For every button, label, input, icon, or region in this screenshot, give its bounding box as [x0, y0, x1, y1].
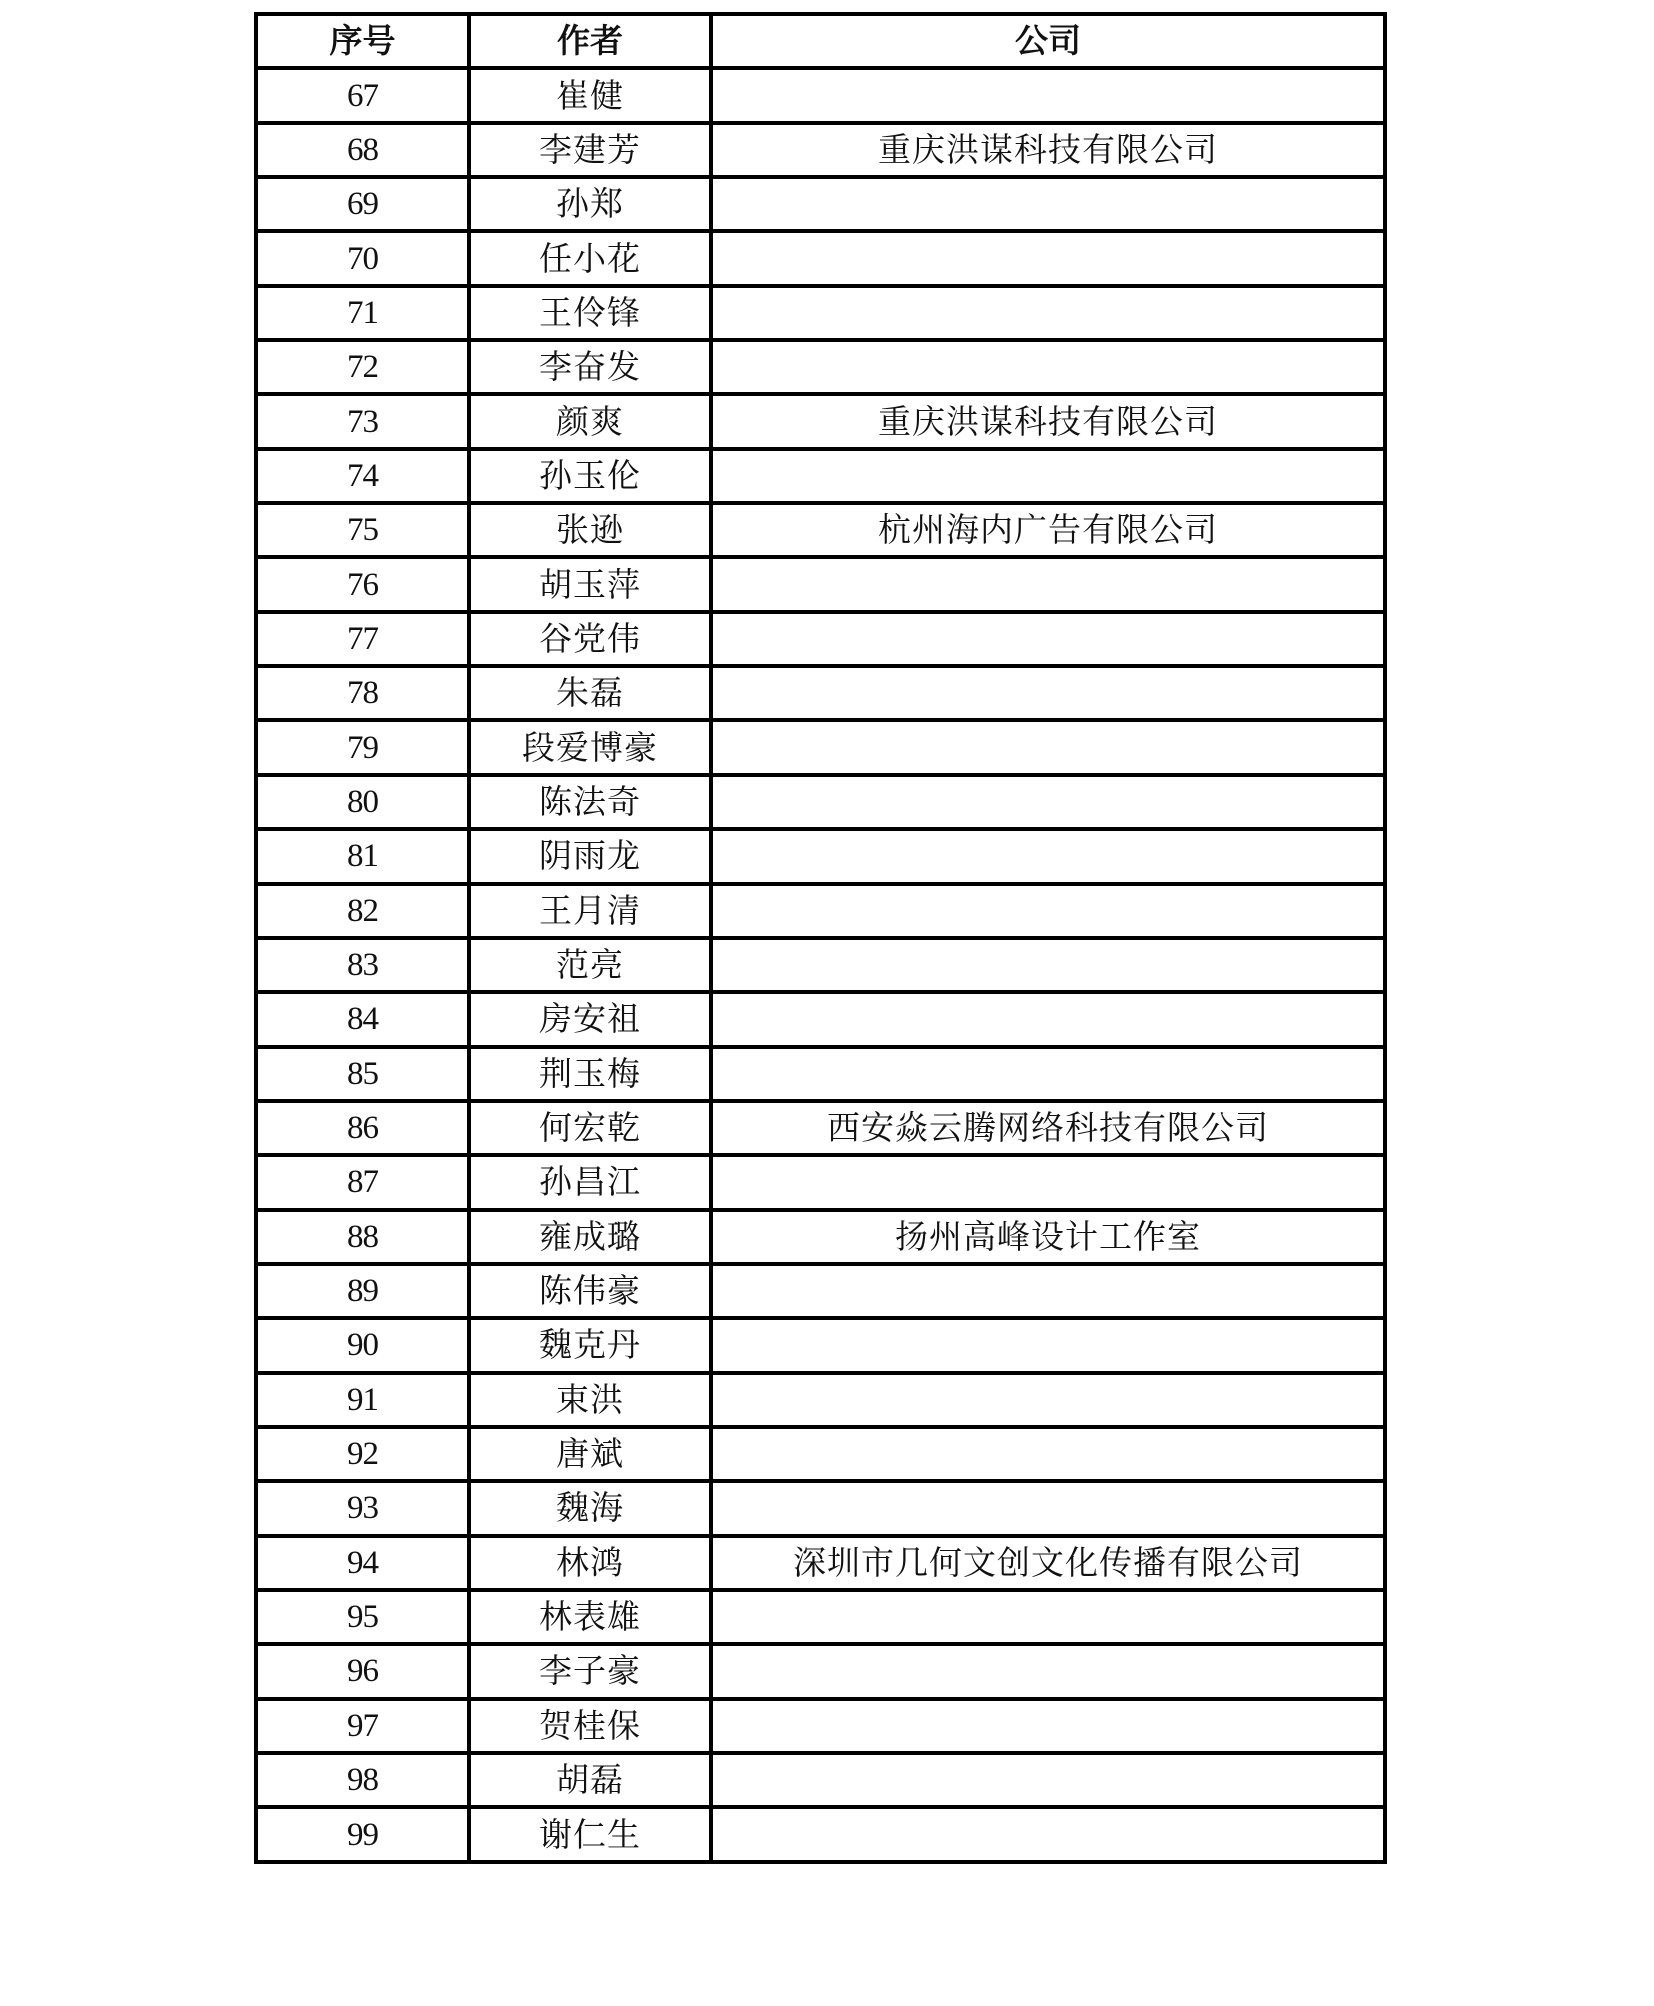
company-name-cell: [711, 231, 1385, 285]
row-index-cell: 70: [256, 231, 469, 285]
row-index-cell: 84: [256, 992, 469, 1046]
author-name-cell: 颜爽: [469, 394, 711, 448]
author-name-cell: 王月清: [469, 884, 711, 938]
author-name-cell: 孙郑: [469, 177, 711, 231]
header-index: 序号: [256, 14, 469, 68]
row-index-cell: 99: [256, 1807, 469, 1861]
author-name-cell: 李子豪: [469, 1644, 711, 1698]
row-index-cell: 79: [256, 720, 469, 774]
row-index-cell: 93: [256, 1481, 469, 1535]
table-row: [256, 1644, 1385, 1698]
table-row: [256, 992, 1385, 1046]
row-index-cell: 86: [256, 1101, 469, 1155]
row-index-cell: 77: [256, 612, 469, 666]
author-name-cell: 任小花: [469, 231, 711, 285]
table-row: [256, 286, 1385, 340]
author-name-cell: 雍成璐: [469, 1210, 711, 1264]
company-name-cell: [711, 1427, 1385, 1481]
table-row: [256, 503, 1385, 557]
author-name-cell: 贺桂保: [469, 1699, 711, 1753]
company-name-cell: [711, 1644, 1385, 1698]
company-name-cell: [711, 1590, 1385, 1644]
table-row: [256, 394, 1385, 448]
table-row: [256, 1318, 1385, 1372]
company-name-cell: [711, 1318, 1385, 1372]
company-name-cell: [711, 666, 1385, 720]
table-row: [256, 1373, 1385, 1427]
row-index-cell: 78: [256, 666, 469, 720]
author-name-cell: 荆玉梅: [469, 1047, 711, 1101]
header-row: [256, 14, 1385, 68]
company-name-cell: [711, 286, 1385, 340]
table-row: [256, 938, 1385, 992]
author-name-cell: 陈伟豪: [469, 1264, 711, 1318]
author-name-cell: 束洪: [469, 1373, 711, 1427]
company-name-cell: [711, 1807, 1385, 1861]
company-name-cell: [711, 938, 1385, 992]
company-name-cell: 杭州海内广告有限公司: [711, 503, 1385, 557]
author-name-cell: 谢仁生: [469, 1807, 711, 1861]
row-index-cell: 75: [256, 503, 469, 557]
table-row: [256, 449, 1385, 503]
table-row: [256, 1427, 1385, 1481]
table-row: [256, 1047, 1385, 1101]
row-index-cell: 68: [256, 123, 469, 177]
author-name-cell: 孙玉伦: [469, 449, 711, 503]
row-index-cell: 97: [256, 1699, 469, 1753]
row-index-cell: 81: [256, 829, 469, 883]
company-name-cell: [711, 449, 1385, 503]
author-name-cell: 崔健: [469, 68, 711, 122]
row-index-cell: 88: [256, 1210, 469, 1264]
table-row: [256, 68, 1385, 122]
row-index-cell: 98: [256, 1753, 469, 1807]
company-name-cell: 西安焱云腾网络科技有限公司: [711, 1101, 1385, 1155]
table-row: [256, 829, 1385, 883]
table-header: [256, 14, 1385, 68]
table-row: [256, 884, 1385, 938]
author-name-cell: 房安祖: [469, 992, 711, 1046]
table-row: [256, 340, 1385, 394]
row-index-cell: 89: [256, 1264, 469, 1318]
company-name-cell: [711, 177, 1385, 231]
row-index-cell: 92: [256, 1427, 469, 1481]
row-index-cell: 69: [256, 177, 469, 231]
author-name-cell: 胡磊: [469, 1753, 711, 1807]
row-index-cell: 96: [256, 1644, 469, 1698]
table-row: [256, 1481, 1385, 1535]
table-row: [256, 123, 1385, 177]
header-company: 公司: [711, 14, 1385, 68]
author-name-cell: 段爱博豪: [469, 720, 711, 774]
table-row: [256, 231, 1385, 285]
author-name-cell: 林鸿: [469, 1536, 711, 1590]
company-name-cell: [711, 1753, 1385, 1807]
author-name-cell: 陈法奇: [469, 775, 711, 829]
row-index-cell: 82: [256, 884, 469, 938]
company-name-cell: [711, 1481, 1385, 1535]
row-index-cell: 83: [256, 938, 469, 992]
table-row: [256, 1210, 1385, 1264]
header-author: 作者: [469, 14, 711, 68]
row-index-cell: 72: [256, 340, 469, 394]
company-name-cell: [711, 68, 1385, 122]
table-row: [256, 1155, 1385, 1209]
table-row: [256, 666, 1385, 720]
table-row: [256, 1590, 1385, 1644]
author-name-cell: 何宏乾: [469, 1101, 711, 1155]
author-name-cell: 唐斌: [469, 1427, 711, 1481]
company-name-cell: [711, 775, 1385, 829]
author-name-cell: 李奋发: [469, 340, 711, 394]
company-name-cell: [711, 992, 1385, 1046]
row-index-cell: 85: [256, 1047, 469, 1101]
company-name-cell: 深圳市几何文创文化传播有限公司: [711, 1536, 1385, 1590]
author-name-cell: 魏克丹: [469, 1318, 711, 1372]
row-index-cell: 95: [256, 1590, 469, 1644]
row-index-cell: 67: [256, 68, 469, 122]
table-body: [256, 68, 1385, 1861]
row-index-cell: 76: [256, 557, 469, 611]
author-name-cell: 王伶锋: [469, 286, 711, 340]
author-name-cell: 阴雨龙: [469, 829, 711, 883]
author-name-cell: 魏海: [469, 1481, 711, 1535]
row-index-cell: 80: [256, 775, 469, 829]
company-name-cell: [711, 1155, 1385, 1209]
company-name-cell: 重庆洪谋科技有限公司: [711, 394, 1385, 448]
author-name-cell: 李建芳: [469, 123, 711, 177]
row-index-cell: 71: [256, 286, 469, 340]
table-row: [256, 775, 1385, 829]
table-row: [256, 557, 1385, 611]
table-row: [256, 1264, 1385, 1318]
table-row: [256, 1753, 1385, 1807]
table-row: [256, 1536, 1385, 1590]
company-name-cell: [711, 557, 1385, 611]
row-index-cell: 74: [256, 449, 469, 503]
company-name-cell: [711, 1264, 1385, 1318]
row-index-cell: 94: [256, 1536, 469, 1590]
company-name-cell: [711, 340, 1385, 394]
company-name-cell: [711, 1047, 1385, 1101]
table-row: [256, 720, 1385, 774]
company-name-cell: [711, 829, 1385, 883]
table-row: [256, 1807, 1385, 1861]
row-index-cell: 91: [256, 1373, 469, 1427]
author-name-cell: 张逊: [469, 503, 711, 557]
company-name-cell: [711, 612, 1385, 666]
row-index-cell: 87: [256, 1155, 469, 1209]
table-row: [256, 1699, 1385, 1753]
company-name-cell: [711, 1373, 1385, 1427]
author-name-cell: 朱磊: [469, 666, 711, 720]
company-name-cell: 扬州高峰设计工作室: [711, 1210, 1385, 1264]
row-index-cell: 90: [256, 1318, 469, 1372]
author-name-cell: 孙昌江: [469, 1155, 711, 1209]
author-company-table: [254, 12, 1387, 1864]
document-page: [254, 12, 1383, 1864]
company-name-cell: [711, 720, 1385, 774]
company-name-cell: [711, 1699, 1385, 1753]
author-name-cell: 谷党伟: [469, 612, 711, 666]
table-row: [256, 612, 1385, 666]
author-name-cell: 胡玉萍: [469, 557, 711, 611]
table-row: [256, 1101, 1385, 1155]
company-name-cell: 重庆洪谋科技有限公司: [711, 123, 1385, 177]
author-name-cell: 林表雄: [469, 1590, 711, 1644]
row-index-cell: 73: [256, 394, 469, 448]
company-name-cell: [711, 884, 1385, 938]
author-name-cell: 范亮: [469, 938, 711, 992]
table-row: [256, 177, 1385, 231]
